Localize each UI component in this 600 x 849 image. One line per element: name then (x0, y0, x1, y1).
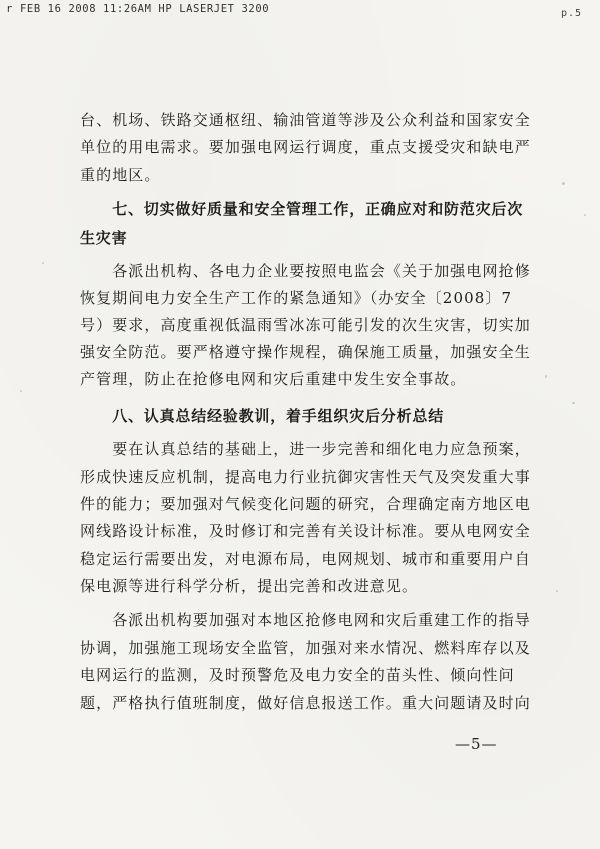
section-heading-line: 生灾害 (80, 229, 128, 247)
fax-edge-mark: r (6, 3, 13, 15)
body-text-line: 要在认真总结的基础上，进一步完善和细化电力应急预案， (112, 440, 531, 458)
body-text-line: 稳定运行需要出发，对电源布局，电网规划、城市和重要用户自 (80, 550, 531, 568)
scan-speck (556, 590, 558, 592)
fax-transmission-header (6, 3, 566, 15)
body-text-line: 各派出机构要加强对本地区抢修电网和灾后重建工作的指导 (112, 611, 531, 629)
body-text-line: 各派出机构、各电力企业要按照电监会《关于加强电网抢修 (112, 262, 531, 280)
body-text-line: 产管理，防止在抢修电网和灾后重建中发生安全事故。 (80, 370, 467, 388)
body-text-line: 台、机场、铁路交通枢纽、输油管道等涉及公众利益和国家安全 (80, 111, 531, 129)
body-text-line: 号）要求，高度重视低温雨雪冰冻可能引发的次生灾害，切实加 (80, 316, 531, 334)
body-text-line: 保电源等进行科学分析，提出完善和改进意见。 (80, 577, 419, 595)
body-text-line: 协调，加强施工现场安全监管，加强对来水情况、燃料库存以及 (80, 639, 531, 657)
body-text-line: 网线路设计标准，及时修订和完善有关设计标准。要从电网安全 (80, 522, 531, 540)
scan-speck (572, 402, 575, 404)
scan-speck (20, 390, 22, 392)
scan-speck (545, 375, 547, 378)
fax-timestamp-stamp: FEB 16 2008 11:26AM HP LASERJET 3200 (20, 3, 270, 15)
scan-speck (42, 262, 44, 264)
body-text-line: 恢复期间电力安全生产工作的紧急通知》（办安全〔2008〕7 (80, 289, 513, 307)
scan-speck (562, 182, 565, 185)
body-text-line: 件的能力；要加强对气候变化问题的研究，合理确定南方地区电 (80, 495, 531, 513)
page-number: —5— (455, 735, 498, 753)
body-text-line: 形成快速反应机制，提高电力行业抗御灾害性天气及突发重大事 (80, 468, 531, 486)
body-text-line: 题，严格执行值班制度，做好信息报送工作。重大问题请及时向 (80, 694, 531, 712)
body-text-line: 单位的用电需求。要加强电网运行调度，重点支援受灾和缺电严 (80, 138, 531, 156)
body-text-line: 重的地区。 (80, 166, 161, 184)
section-heading-line: 八、认真总结经验教训，着手组织灾后分析总结 (112, 407, 444, 425)
body-text-line: 电网运行的监测，及时预警危及电力安全的苗头性、倾向性问 (80, 666, 515, 684)
scan-speck (584, 214, 586, 216)
body-text-line: 强安全防范。要严格遵守操作规程，确保施工质量，加强安全生 (80, 343, 531, 361)
section-heading-line: 七、切实做好质量和安全管理工作，正确应对和防范灾后次 (112, 200, 523, 218)
fax-page-label: p.5 (560, 8, 582, 19)
